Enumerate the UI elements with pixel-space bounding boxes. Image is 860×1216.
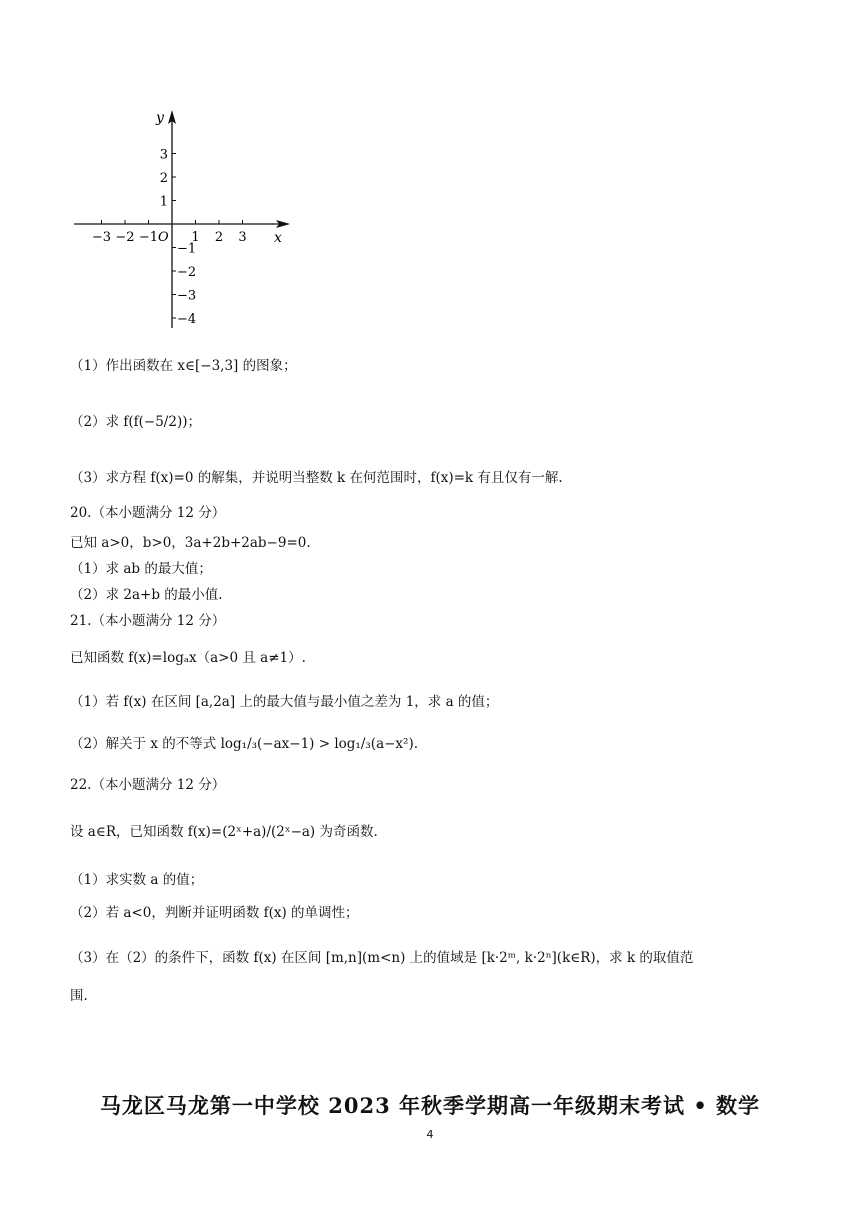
y-tick-label: 1 bbox=[159, 194, 168, 210]
page-number: 4 bbox=[426, 1128, 434, 1141]
q22-part3-line1: （3）在（2）的条件下，函数 f(x) 在区间 [m,n](m<n) 上的值域是 [k·2ᵐ, k·2ⁿ](k∈R)，求 k 的取值范 bbox=[70, 950, 694, 966]
x-axis-label: x bbox=[274, 230, 282, 246]
y-axis-label: y bbox=[156, 110, 164, 126]
q22-part1: （1）求实数 a 的值； bbox=[70, 872, 204, 888]
q22-part3-line2: 围. bbox=[70, 988, 88, 1004]
q21-part1: （1）若 f(x) 在区间 [a,2a] 上的最大值与最小值之差为 1，求 a 的值； bbox=[70, 694, 499, 710]
x-tick-label: 3 bbox=[238, 230, 247, 245]
q19-part2: （2）求 f(f(−5/2))； bbox=[70, 414, 201, 430]
y-tick-label: −2 bbox=[177, 265, 197, 280]
q22-part2: （2）若 a<0，判断并证明函数 f(x) 的单调性； bbox=[70, 905, 359, 921]
q19-part3: （3）求方程 f(x)=0 的解集，并说明当整数 k 在何范围时，f(x)=k 有且仅有一解. bbox=[70, 470, 563, 486]
x-tick-label: 1 bbox=[191, 230, 200, 245]
x-tick-label: −1 bbox=[138, 230, 159, 245]
coordinate-axes-figure bbox=[66, 100, 306, 340]
y-tick-label: −3 bbox=[177, 288, 197, 304]
exam-footer-title: 马龙区马龙第一中学校 2023 年秋季学期高一年级期末考试 • 数学 bbox=[99, 1093, 761, 1118]
origin-label: O bbox=[158, 230, 169, 245]
x-tick-label: 2 bbox=[214, 230, 224, 245]
y-tick-label: 2 bbox=[159, 171, 168, 186]
x-tick-label: −2 bbox=[115, 230, 135, 245]
q20-part1: （1）求 ab 的最大值； bbox=[70, 561, 212, 577]
q20-part2: （2）求 2a+b 的最小值. bbox=[70, 587, 223, 603]
y-tick-label: 3 bbox=[159, 147, 168, 163]
q19-part1: （1）作出函数在 x∈[−3,3] 的图象； bbox=[70, 358, 297, 374]
q21-part2: （2）解关于 x 的不等式 log₁/₃(−ax−1) > log₁/₃(a−x²). bbox=[70, 736, 419, 752]
x-tick-label: −3 bbox=[91, 230, 112, 245]
q20-given: 已知 a>0，b>0，3a+2b+2ab−9=0. bbox=[70, 535, 311, 551]
q21-given: 已知函数 f(x)=logₐx（a>0 且 a≠1）. bbox=[70, 650, 306, 666]
q20-header: 20.（本小题满分 12 分） bbox=[70, 505, 226, 521]
y-tick-label: −1 bbox=[177, 241, 197, 257]
q22-header: 22.（本小题满分 12 分） bbox=[70, 777, 226, 793]
q22-given: 设 a∈R，已知函数 f(x)=(2ˣ+a)/(2ˣ−a) 为奇函数. bbox=[70, 824, 378, 840]
y-tick-label: −4 bbox=[177, 312, 197, 327]
q21-header: 21.（本小题满分 12 分） bbox=[70, 613, 226, 629]
